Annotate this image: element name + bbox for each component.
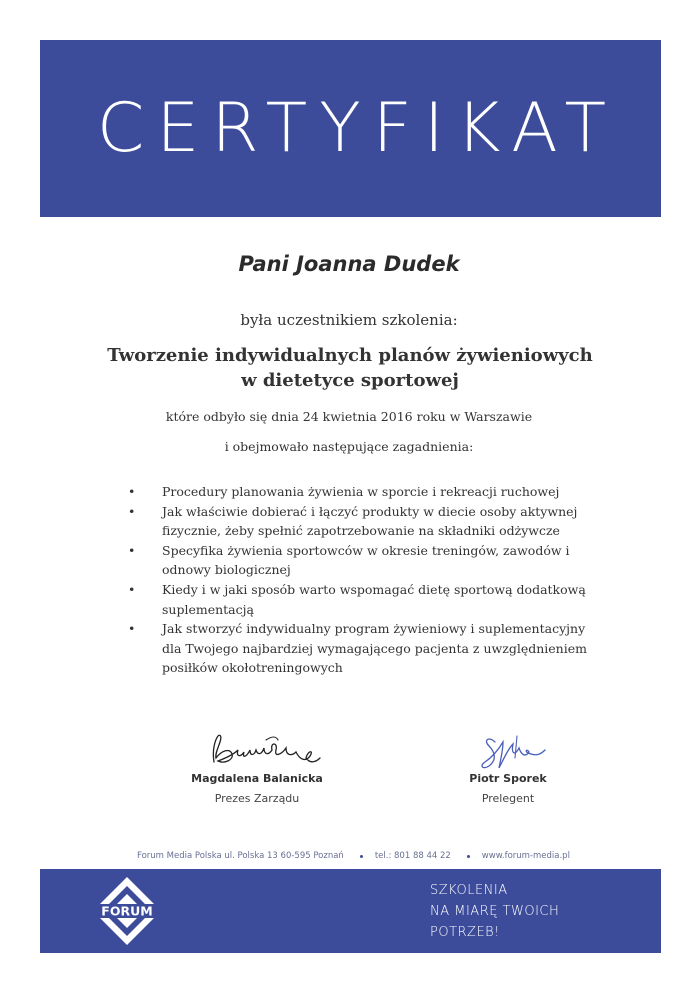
topic-item <box>128 580 608 619</box>
bullet-icon: • <box>128 503 136 519</box>
separator-dot-icon <box>467 855 470 858</box>
signature-block-president <box>157 728 357 805</box>
footer-website[interactable]: www.forum-media.pl <box>481 851 570 861</box>
footer-address: Forum Media Polska ul. Polska 13 60-595 Poznań <box>137 851 344 861</box>
topic-item <box>128 541 608 580</box>
signer-name: Magdalena Balanicka <box>191 772 323 785</box>
bullet-icon: • <box>128 621 136 637</box>
logo-text: FORUM <box>101 903 153 919</box>
signature-block-speaker <box>408 728 608 805</box>
bullet-icon: • <box>128 542 136 558</box>
slogan-line: NA MIARĘ TWOICH <box>430 904 560 919</box>
forum-logo-icon <box>92 876 162 946</box>
signer-role: Prelegent <box>481 792 535 805</box>
topic-text: Kiedy i w jaki sposób warto wspomagać dietę sportową dodatkową suplementacją <box>162 581 586 617</box>
slogan <box>430 880 559 943</box>
signer-role: Prezes Zarządu <box>214 792 300 805</box>
date-location-line: które odbyło się dnia 24 kwietnia 2016 roku w Warszawie <box>165 409 533 424</box>
handwritten-signature-sporek <box>433 728 583 772</box>
footer-contact-line <box>137 851 577 861</box>
topic-text: Jak stworzyć indywidualny program żywieniowy i suplementacyjny dla Twojego najbardziej wymagającego pacjenta z uwzględnieniem posiłków okołotreningowych <box>162 621 587 676</box>
topic-text: Specyfika żywienia sportowców w okresie treningów, zawodów i odnowy biologicznej <box>162 542 570 578</box>
recipient-name: Pani Joanna Dudek <box>238 252 460 276</box>
course-title: Tworzenie indywidualnych planów żywieniowych w dietetyce sportowej <box>107 345 593 391</box>
footer-band <box>40 869 661 953</box>
footer-phone: tel.: 801 88 44 22 <box>374 851 451 861</box>
header-band <box>40 40 661 217</box>
topic-text: Procedury planowania żywienia w sporcie i rekreacji ruchowej <box>162 484 560 499</box>
participation-statement: była uczestnikiem szkolenia: <box>240 311 458 329</box>
topic-item <box>128 502 608 541</box>
handwritten-signature-balanicka <box>182 728 332 772</box>
topics-list <box>128 482 608 678</box>
separator-dot-icon <box>360 855 363 858</box>
certificate-title: CERTYFIKAT <box>96 89 619 168</box>
bullet-icon: • <box>128 581 136 597</box>
bullet-icon: • <box>128 484 136 499</box>
signer-name: Piotr Sporek <box>469 772 547 785</box>
topic-item <box>128 482 608 502</box>
slogan-line: SZKOLENIA <box>430 883 508 898</box>
topics-intro: i obejmowało następujące zagadnienia: <box>224 439 474 454</box>
topic-text: Jak właściwie dobierać i łączyć produkty w diecie osoby aktywnej fizycznie, żeby spełnić zapotrzebowanie na składniki odżywcze <box>162 503 578 539</box>
topic-item <box>128 619 608 678</box>
slogan-line: POTRZEB! <box>430 925 500 940</box>
